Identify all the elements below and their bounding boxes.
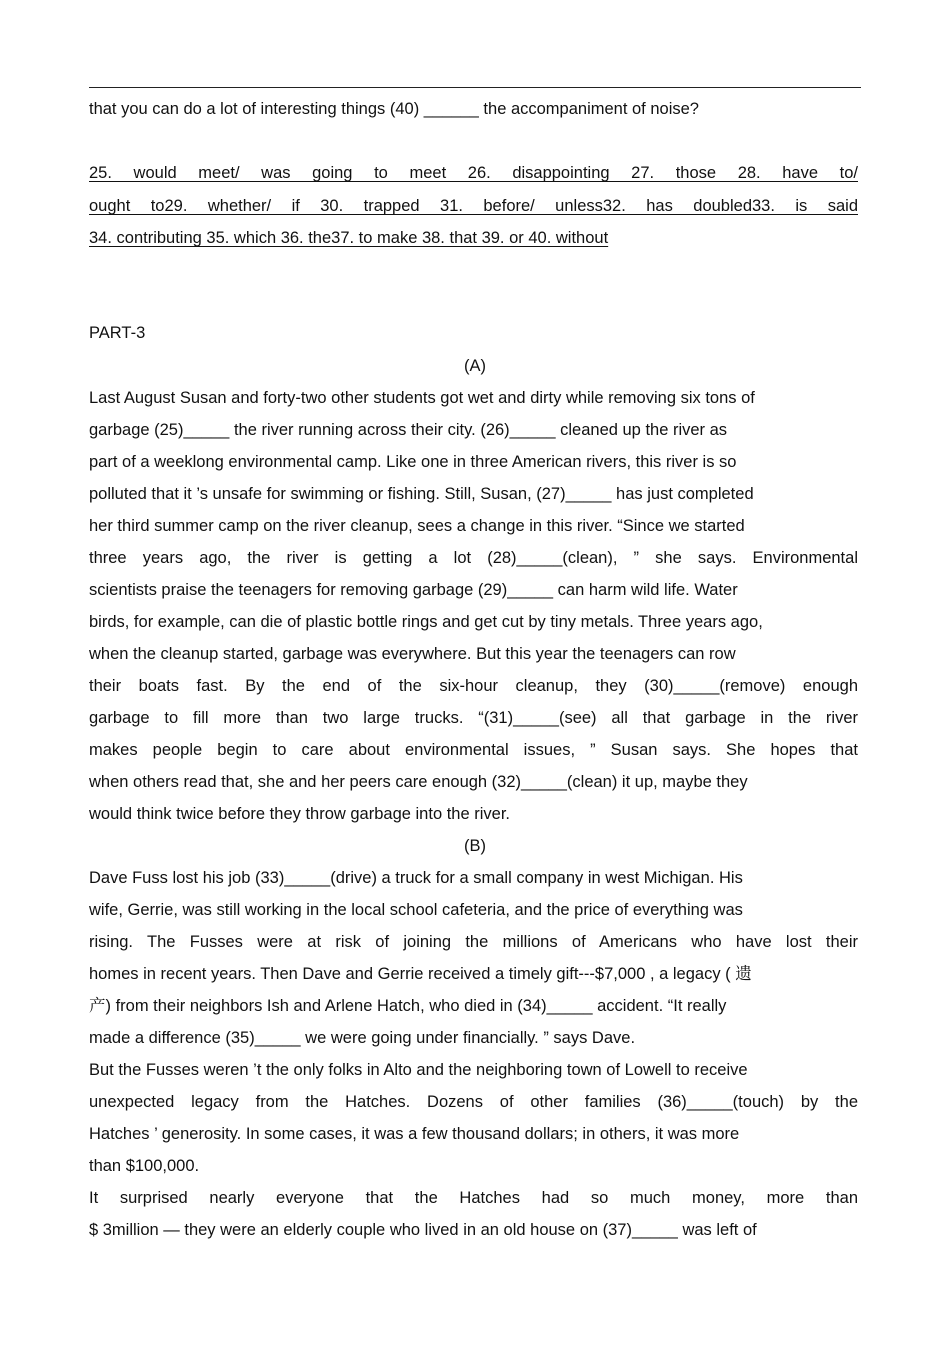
passage-b-line: It surprised nearly everyone that the Hatches had so much money, more than [89,1189,858,1207]
passage-a-line: would think twice before they throw garbage into the river. [89,805,510,823]
passage-b-line: But the Fusses weren ’t the only folks in Alto and the neighboring town of Lowell to receive [89,1061,748,1079]
passage-a-line: scientists praise the teenagers for removing garbage (29)_____ can harm wild life. Water [89,581,738,599]
header-rule [89,87,861,88]
passage-a-label: (A) [464,357,486,375]
answer-key-line-3: 34. contributing 35. which 36. the37. to make 38. that 39. or 40. without [89,229,609,247]
passage-b-line: $ 3million — they were an elderly couple who lived in an old house on (37)_____ was left of [89,1221,757,1239]
passage-a-line: her third summer camp on the river cleanup, sees a change in this river. “Since we started [89,517,745,535]
passage-a-line: garbage (25)_____ the river running across their city. (26)_____ cleaned up the river as [89,421,728,439]
passage-a-line: when others read that, she and her peers care enough (32)_____(clean) it up, maybe they [89,773,748,791]
passage-a-line: when the cleanup started, garbage was everywhere. But this year the teenagers can row [89,645,736,663]
passage-b-line: wife, Gerrie, was still working in the local school cafeteria, and the price of everything was [89,901,743,919]
passage-b-line: rising. The Fusses were at risk of joining the millions of Americans who have lost their [89,933,858,951]
answer-key-line-1: 25. would meet/ was going to meet 26. disappointing 27. those 28. have to/ [89,164,858,182]
passage-b-line: 产) from their neighbors Ish and Arlene Hatch, who died in (34)_____ accident. “It really [89,997,727,1015]
part-title: PART-3 [89,324,146,342]
passage-b-line: unexpected legacy from the Hatches. Dozens of other families (36)_____(touch) by the [89,1093,858,1111]
continued-question-line: that you can do a lot of interesting things (40) ______ the accompaniment of noise? [89,100,699,118]
passage-b-line: made a difference (35)_____ we were going under financially. ” says Dave. [89,1029,636,1047]
passage-b-line: than $100,000. [89,1157,200,1175]
passage-a-line: polluted that it ’s unsafe for swimming or fishing. Still, Susan, (27)_____ has just completed [89,485,754,503]
passage-a-line: their boats fast. By the end of the six-hour cleanup, they (30)_____(remove) enough [89,677,858,695]
passage-a-line: three years ago, the river is getting a lot (28)_____(clean), ” she says. Environmental [89,549,858,567]
passage-b-line: Dave Fuss lost his job (33)_____(drive) a truck for a small company in west Michigan. His [89,869,743,887]
passage-b-label: (B) [464,837,486,855]
passage-a-line: part of a weeklong environmental camp. Like one in three American rivers, this river is so [89,453,737,471]
passage-a-line: Last August Susan and forty-two other students got wet and dirty while removing six tons of [89,389,755,407]
passage-a-line: birds, for example, can die of plastic bottle rings and get cut by tiny metals. Three years ago, [89,613,763,631]
passage-b-line: homes in recent years. Then Dave and Gerrie received a timely gift---$7,000 , a legacy ( 遗 [89,965,752,983]
passage-a-line: garbage to fill more than two large trucks. “(31)_____(see) all that garbage in the river [89,709,858,727]
passage-b-line: Hatches ’ generosity. In some cases, it was a few thousand dollars; in others, it was more [89,1125,740,1143]
answer-key-line-2: ought to29. whether/ if 30. trapped 31. before/ unless32. has doubled33. is said [89,197,858,215]
passage-a-line: makes people begin to care about environmental issues, ” Susan says. She hopes that [89,741,858,759]
